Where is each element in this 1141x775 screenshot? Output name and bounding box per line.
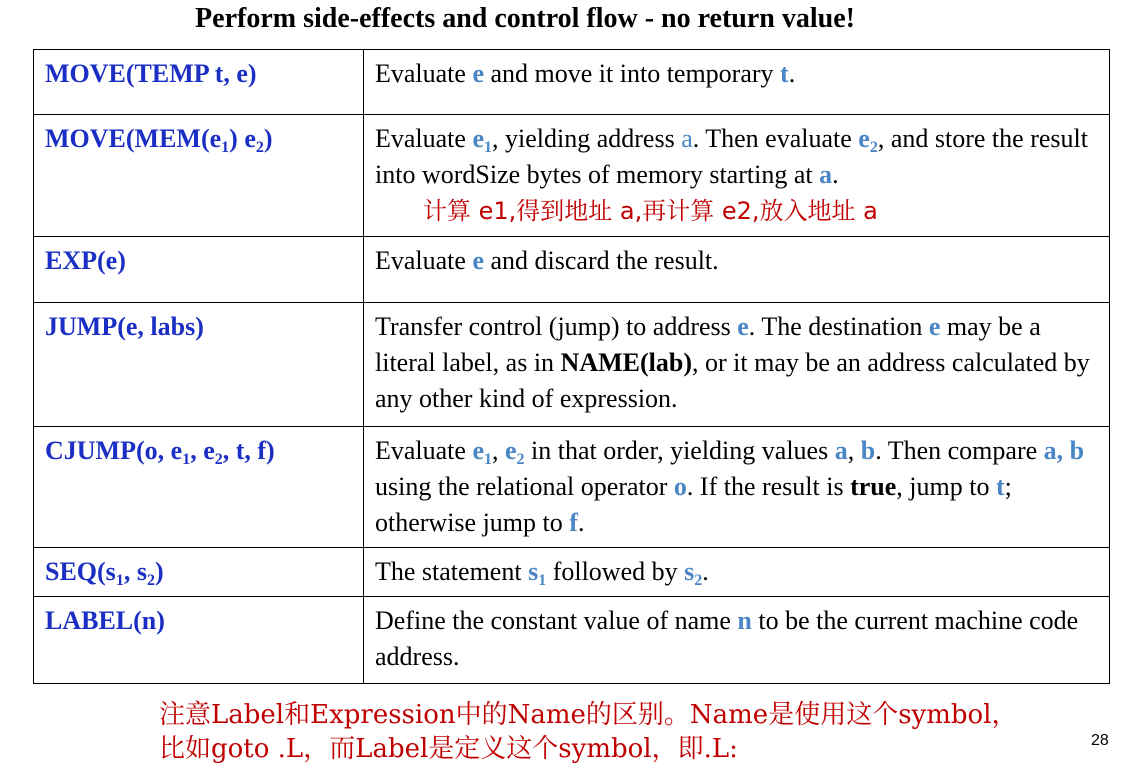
text-run: e bbox=[858, 124, 870, 153]
text-run: 1 bbox=[484, 139, 492, 156]
statement-description bbox=[364, 237, 1110, 303]
text-run: true bbox=[850, 472, 897, 501]
footnote-line-2: 比如goto .L，而Label是定义这个symbol，即.L: bbox=[159, 734, 738, 764]
statement-name bbox=[34, 115, 364, 237]
text-run: a bbox=[819, 160, 833, 189]
text-run: . Then compare bbox=[875, 436, 1044, 465]
statement-description bbox=[364, 427, 1110, 548]
text-run: and discard the result. bbox=[484, 246, 719, 275]
table-row bbox=[34, 115, 1110, 237]
text-run: , s bbox=[123, 557, 147, 586]
footnote bbox=[159, 698, 1018, 766]
text-run: a, b bbox=[1043, 436, 1085, 465]
text-run: . bbox=[832, 160, 839, 189]
text-run: 2 bbox=[214, 451, 223, 468]
text-run: to be the current machine code address. bbox=[375, 606, 1079, 671]
text-run: e bbox=[737, 312, 749, 341]
text-run: s bbox=[684, 557, 695, 586]
text-run: 1 bbox=[221, 139, 230, 156]
text-run: , bbox=[847, 436, 861, 465]
text-run: CJUMP(o, e bbox=[45, 436, 183, 465]
statement-table bbox=[33, 49, 1110, 684]
text-run: f bbox=[569, 508, 578, 537]
text-run: , t, f) bbox=[222, 436, 275, 465]
table-row bbox=[34, 50, 1110, 115]
text-run: SEQ(s bbox=[45, 557, 116, 586]
statement-name bbox=[34, 427, 364, 548]
text-run: 1 bbox=[182, 451, 191, 468]
text-run: The statement bbox=[375, 557, 529, 586]
text-run: followed by bbox=[546, 557, 685, 586]
text-run: using the relational operator bbox=[375, 472, 674, 501]
statement-name: LABEL(n) bbox=[34, 597, 364, 684]
text-run: ) bbox=[263, 124, 273, 153]
chinese-annotation: 计算 e1,得到地址 a,再计算 e2,放入地址 a bbox=[423, 197, 878, 225]
statement-name bbox=[34, 548, 364, 597]
table-row bbox=[34, 427, 1110, 548]
table-row bbox=[34, 597, 1110, 684]
table-row bbox=[34, 303, 1110, 427]
text-run: ) bbox=[154, 557, 164, 586]
statement-description bbox=[364, 50, 1110, 115]
text-run: a bbox=[834, 436, 848, 465]
text-run: . If the result is bbox=[686, 472, 851, 501]
statement-description bbox=[364, 548, 1110, 597]
text-run: Evaluate bbox=[375, 59, 473, 88]
statement-description bbox=[364, 597, 1110, 684]
text-run: e bbox=[928, 312, 941, 341]
text-run: e bbox=[472, 246, 484, 275]
text-run: e bbox=[472, 436, 484, 465]
text-run: o bbox=[673, 472, 687, 501]
text-run: , and store the result into wordSize bytes of memory starting at bbox=[375, 124, 1088, 189]
text-run: 1 bbox=[484, 451, 492, 468]
text-run: b bbox=[860, 436, 876, 465]
footnote-line-1: 注意Label和Expression中的Name的区别。Name是使用这个symbol， bbox=[159, 700, 1018, 730]
text-run: in that order, yielding values bbox=[524, 436, 835, 465]
text-run: Define the constant value of name bbox=[375, 606, 738, 635]
text-run: t bbox=[995, 472, 1005, 501]
text-run: 2 bbox=[255, 139, 264, 156]
text-run: 1 bbox=[115, 572, 124, 589]
slide-title: Perform side-effects and control flow - no return value! bbox=[195, 3, 855, 34]
text-run: , yielding address bbox=[492, 124, 682, 153]
text-run: Evaluate bbox=[375, 124, 473, 153]
text-run: , or it may be an address calculated by any other kind of expression. bbox=[375, 348, 1090, 413]
text-run: NAME(lab) bbox=[560, 348, 692, 377]
text-run: . Then evaluate bbox=[692, 124, 859, 153]
text-run: Transfer control (jump) to address bbox=[375, 312, 738, 341]
text-run: 1 bbox=[538, 572, 547, 589]
statement-name: EXP(e) bbox=[34, 237, 364, 303]
text-run: . bbox=[788, 59, 796, 88]
text-run: , e bbox=[190, 436, 215, 465]
text-run: e bbox=[505, 436, 517, 465]
text-run: 2 bbox=[146, 572, 155, 589]
text-run: , bbox=[492, 436, 505, 465]
text-run: e bbox=[472, 124, 484, 153]
text-run: Evaluate bbox=[375, 246, 473, 275]
statement-name: MOVE(TEMP t, e) bbox=[34, 50, 364, 115]
page-number: 28 bbox=[1091, 732, 1109, 749]
text-run: may be a literal label, as in bbox=[375, 312, 1041, 377]
statement-description bbox=[364, 303, 1110, 427]
text-run: 2 bbox=[516, 451, 525, 468]
text-run: 2 bbox=[869, 139, 878, 156]
text-run: t bbox=[780, 59, 789, 88]
text-run: . bbox=[702, 557, 709, 586]
text-run: ; otherwise jump to bbox=[375, 472, 1012, 537]
table-row bbox=[34, 548, 1110, 597]
table-row bbox=[34, 237, 1110, 303]
text-run: s bbox=[528, 557, 539, 586]
statement-name: JUMP(e, labs) bbox=[34, 303, 364, 427]
text-run: e bbox=[472, 59, 484, 88]
text-run: 2 bbox=[694, 572, 703, 589]
text-run: Evaluate bbox=[375, 436, 473, 465]
text-run: ) e bbox=[229, 124, 256, 153]
statement-description bbox=[364, 115, 1110, 237]
text-run: , jump to bbox=[896, 472, 996, 501]
text-run: a bbox=[681, 124, 693, 153]
text-run: and move it into temporary bbox=[484, 59, 781, 88]
text-run: n bbox=[737, 606, 752, 635]
text-run: . bbox=[577, 508, 585, 537]
text-run: MOVE(MEM(e bbox=[45, 124, 222, 153]
text-run: . The destination bbox=[748, 312, 929, 341]
